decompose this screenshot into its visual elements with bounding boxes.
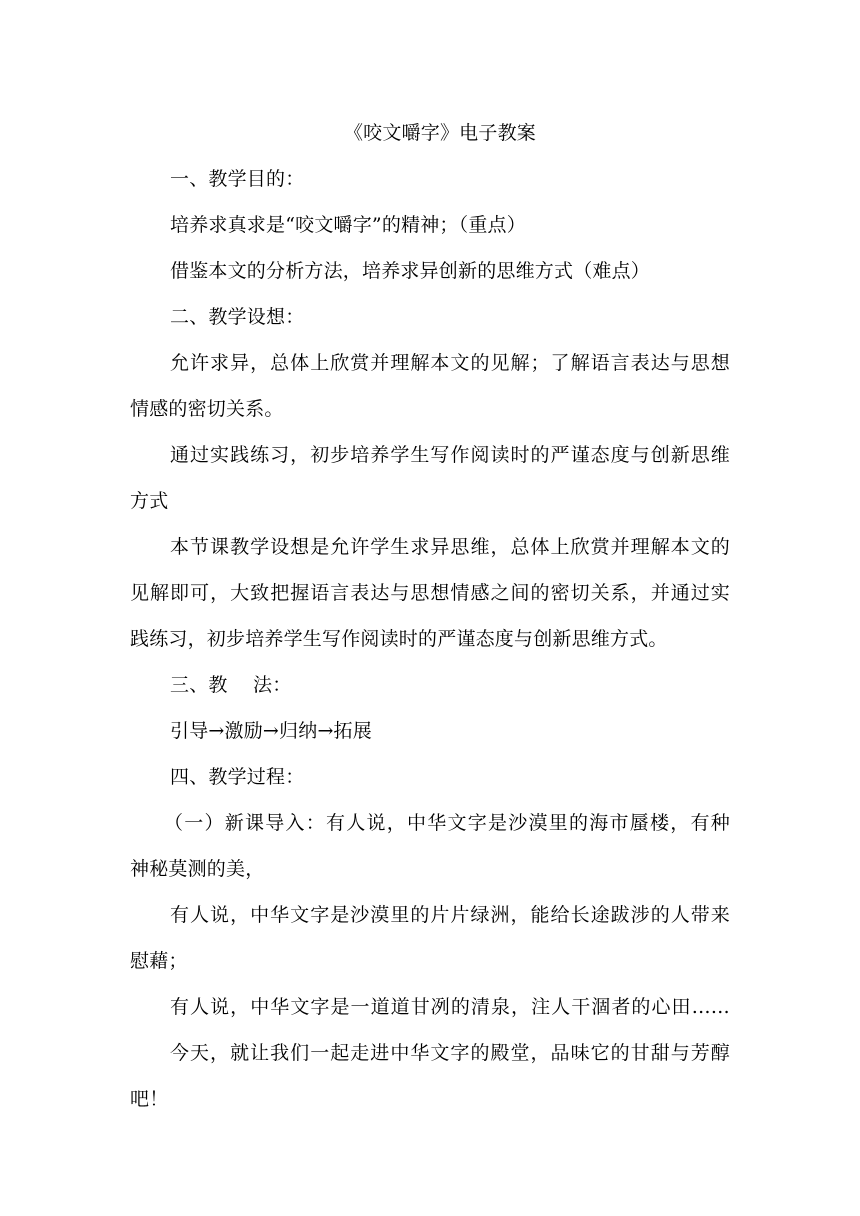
objective-item: 培养求真求是“咬文嚼字”的精神；（重点） xyxy=(170,214,526,236)
section-heading-process: 四、教学过程： xyxy=(170,766,305,788)
paragraph-line: 情感的密切关系。 xyxy=(130,398,284,420)
document-body xyxy=(130,110,730,1122)
paragraph-line: 有人说，中华文字是一道道甘冽的清泉，注人干涸者的心田…… xyxy=(170,996,730,1018)
document-title: 《咬文嚼字》电子教案 xyxy=(343,122,536,144)
section-heading-method: 三、教 法： xyxy=(170,674,292,696)
section-heading-objectives: 一、教学目的： xyxy=(170,168,305,190)
paragraph-line: （一）新课导入：有人说，中华文字是沙漠里的海市蜃楼，有种 xyxy=(164,812,730,834)
paragraph-line: 本节课教学设想是允许学生求异思维，总体上欣赏并理解本文的 xyxy=(170,536,730,558)
paragraph-line: 通过实践练习，初步培养学生写作阅读时的严谨态度与创新思维 xyxy=(170,444,730,466)
objective-item: 借鉴本文的分析方法，培养求异创新的思维方式（难点） xyxy=(170,260,651,282)
paragraph-line: 方式 xyxy=(130,490,169,512)
paragraph-line: 慰藉； xyxy=(130,950,188,972)
method-sequence: 引导→激励→归纳→拓展 xyxy=(170,720,372,742)
section-heading-design: 二、教学设想： xyxy=(170,306,305,328)
paragraph-line: 见解即可，大致把握语言表达与思想情感之间的密切关系，并通过实 xyxy=(130,582,730,604)
paragraph-line: 吧！ xyxy=(130,1088,169,1110)
paragraph-line: 今天，就让我们一起走进中华文字的殿堂，品味它的甘甜与芳醇 xyxy=(170,1042,730,1064)
paragraph-line: 践练习，初步培养学生写作阅读时的严谨态度与创新思维方式。 xyxy=(130,628,668,650)
paragraph-line: 神秘莫测的美， xyxy=(130,858,265,880)
paragraph-line: 有人说，中华文字是沙漠里的片片绿洲，能给长途跋涉的人带来 xyxy=(170,904,730,926)
paragraph-line: 允许求异，总体上欣赏并理解本文的见解；了解语言表达与思想 xyxy=(170,352,730,374)
